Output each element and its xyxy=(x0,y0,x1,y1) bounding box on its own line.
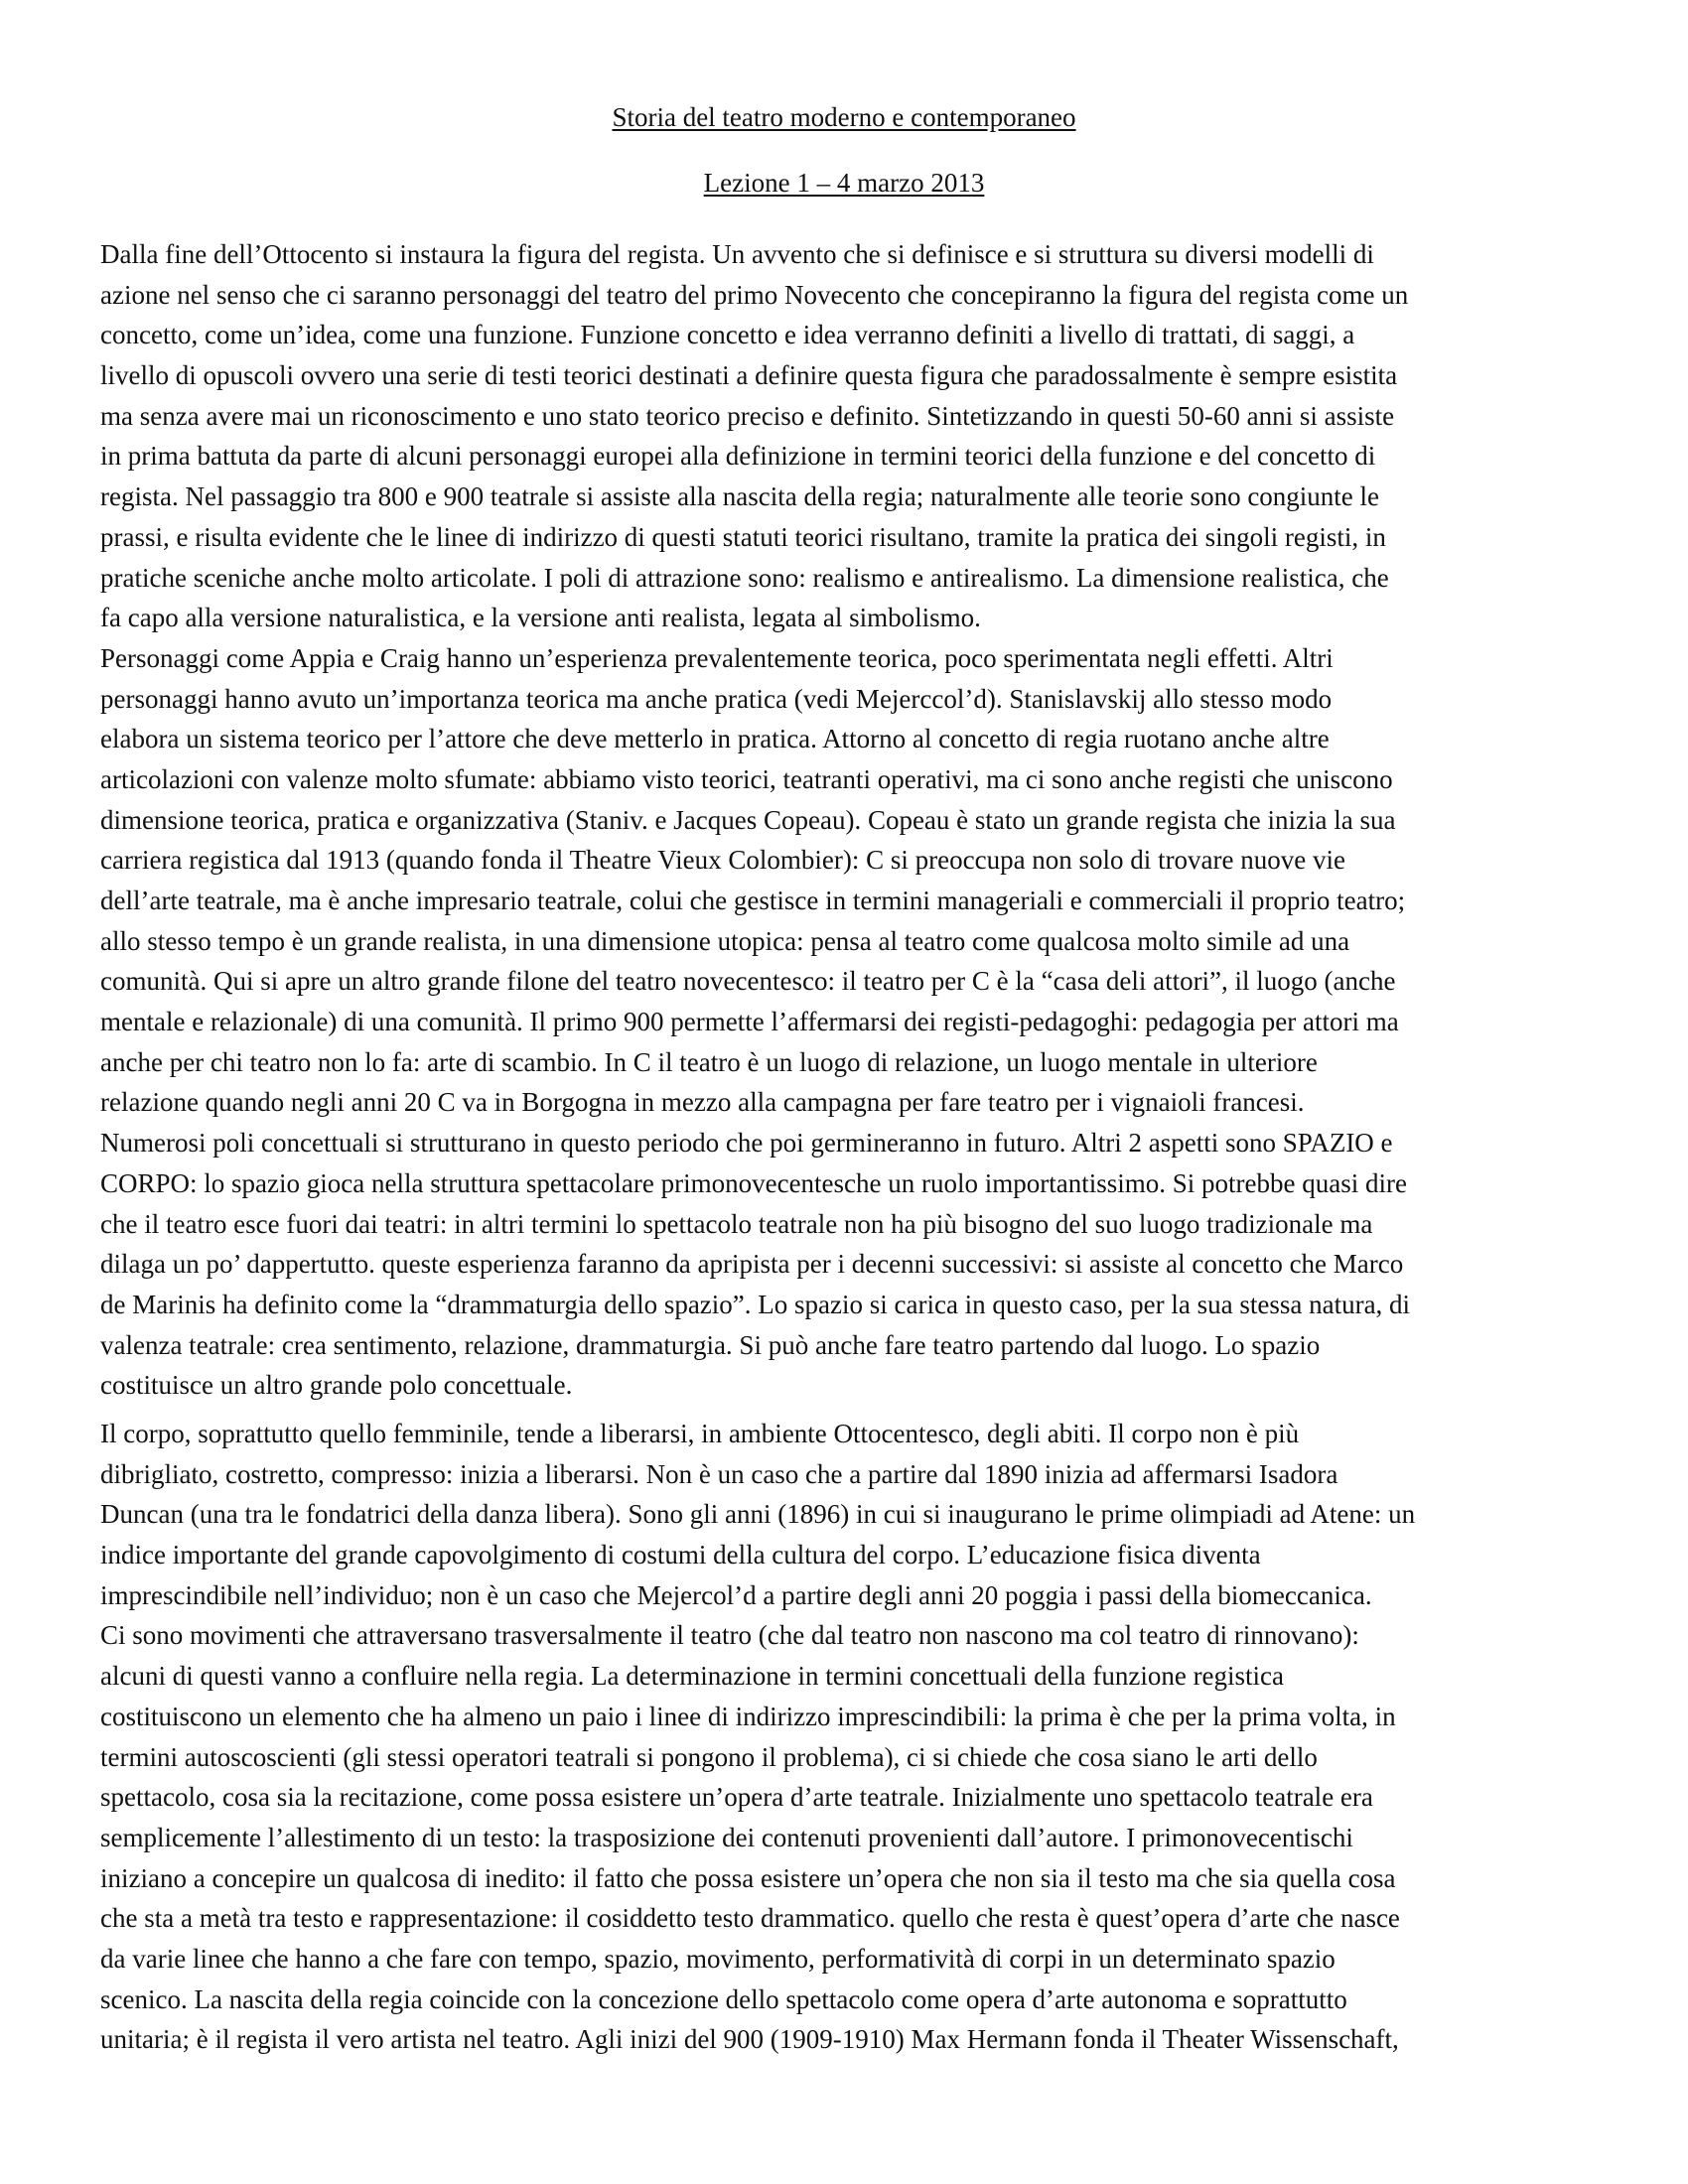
document-title: Storia del teatro moderno e contemporaneo xyxy=(612,102,1076,132)
text-line: costituiscono un elemento che ha almeno un paio i linee di indirizzo imprescindibili: la prima è che per la prima volta, in xyxy=(100,1701,1396,1731)
text-line: Dalla fine dell’Ottocento si instaura la figura del regista. Un avvento che si definisce e si struttura su diversi modelli di xyxy=(100,239,1374,269)
text-line: iniziano a concepire un qualcosa di inedito: il fatto che possa esistere un’opera che non sia il testo ma che sia quella cosa xyxy=(100,1862,1396,1893)
text-line: spettacolo, cosa sia la recitazione, come possa esistere un’opera d’arte teatrale. Inizialmente uno spettacolo teatrale era xyxy=(100,1782,1373,1813)
text-line: che il teatro esce fuori dai teatri: in altri termini lo spettacolo teatrale non ha più bisogno del suo luogo tradizionale ma xyxy=(100,1208,1373,1239)
text-line: scenico. La nascita della regia coincide con la concezione dello spettacolo come opera d’arte autonoma e soprattutto xyxy=(100,1983,1347,2014)
text-line: unitaria; è il regista il vero artista nel teatro. Agli inizi del 900 (1909-1910) Max Hermann fonda il Theater Wissenschaft, xyxy=(100,2024,1399,2055)
text-line: ma senza avere mai un riconoscimento e uno stato teorico preciso e definito. Sintetizzando in questi 50-60 anni si assiste xyxy=(100,400,1395,431)
text-line: regista. Nel passaggio tra 800 e 900 teatrale si assiste alla nascita della regia; naturalmente alle teorie sono congiunte le xyxy=(100,481,1380,512)
text-line: anche per chi teatro non lo fa: arte di scambio. In C il teatro è un luogo di relazione, un luogo mentale in ulteriore xyxy=(100,1046,1318,1077)
text-line: valenza teatrale: crea sentimento, relazione, drammaturgia. Si può anche fare teatro partendo dal luogo. Lo spazio xyxy=(100,1329,1321,1360)
text-line: comunità. Qui si apre un altro grande filone del teatro novecentesco: il teatro per C è la “casa deli attori”, il luogo (anche xyxy=(100,966,1396,997)
text-line: livello di opuscoli ovvero una serie di testi teorici destinati a definire questa figura che paradossalmente è sempre esistita xyxy=(100,360,1398,391)
text-line: de Marinis ha definito come la “drammaturgia dello spazio”. Lo spazio si carica in questo caso, per la sua stessa natura, di xyxy=(100,1289,1411,1319)
text-line: in prima battuta da parte di alcuni personaggi europei alla definizione in termini teorici della funzione e del concetto di xyxy=(100,441,1376,472)
text-line: concetto, come un’idea, come una funzione. Funzione concetto e idea verranno definiti a livello di trattati, di saggi, a xyxy=(100,320,1355,350)
text-line: imprescindibile nell’individuo; non è un caso che Mejercol’d a partire degli anni 20 poggia i passi della biomeccanica. xyxy=(100,1579,1372,1610)
text-line: Il corpo, soprattutto quello femminile, tende a liberarsi, in ambiente Ottocentesco, degli abiti. Il corpo non è più xyxy=(100,1419,1300,1448)
text-line: carriera registica dal 1913 (quando fonda il Theatre Vieux Colombier): C si preoccupa non solo di trovare nuove vie xyxy=(100,845,1345,876)
text-line: dell’arte teatrale, ma è anche impresario teatrale, colui che gestisce in termini manageriali e commerciali il proprio teatro; xyxy=(100,886,1406,915)
text-line: dilaga un po’ dappertutto. queste esperienza faranno da apripista per i decenni successivi: si assiste al concetto che Marco xyxy=(100,1249,1404,1280)
text-line: Duncan (una tra le fondatrici della danza libera). Sono gli anni (1896) in cui si inaugurano le prime olimpiadi ad Atene: un xyxy=(100,1499,1416,1530)
text-line: semplicemente l’allestimento di un testo: la trasposizione dei contenuti provenienti dall’autore. I primonovecentischi xyxy=(100,1822,1353,1852)
text-line: fa capo alla versione naturalistica, e la versione anti realista, legata al simbolismo. xyxy=(100,603,981,633)
text-line: Ci sono movimenti che attraversano trasversalmente il teatro (che dal teatro non nascono ma col teatro di rinnovano): xyxy=(100,1620,1359,1651)
text-line: elabora un sistema teorico per l’attore che deve metterlo in pratica. Attorno al concetto di regia ruotano anche altre xyxy=(100,724,1330,754)
text-line: Numerosi poli concettuali si strutturano in questo periodo che poi germineranno in futuro. Altri 2 aspetti sono SPAZIO e xyxy=(100,1128,1393,1159)
text-line: termini autoscoscienti (gli stessi operatori teatrali si pongono il problema), ci si chiede che cosa siano le arti dello xyxy=(100,1741,1318,1772)
text-line: che sta a metà tra testo e rappresentazione: il cosiddetto testo drammatico. quello che resta è quest’opera d’arte che nasce xyxy=(100,1903,1400,1934)
text-line: mentale e relazionale) di una comunità. Il primo 900 permette l’affermarsi dei registi-pedagoghi: pedagogia per attori ma xyxy=(100,1007,1399,1037)
text-line: CORPO: lo spazio gioca nella struttura spettacolare primonovecentesche un ruolo importantissimo. Si potrebbe quasi dire xyxy=(100,1167,1407,1198)
text-line: indice importante del grande capovolgimento di costumi della cultura del corpo. L’educazione fisica diventa xyxy=(100,1540,1261,1570)
text-line: da varie linee che hanno a che fare con tempo, spazio, movimento, performatività di corpi in un determinato spazio xyxy=(100,1943,1336,1974)
text-line: alcuni di questi vanno a confluire nella regia. La determinazione in termini concettuali della funzione registica xyxy=(100,1661,1285,1692)
text-line: azione nel senso che ci saranno personaggi del teatro del primo Novecento che concepiranno la figura del regista come un xyxy=(100,279,1409,310)
text-line: personaggi hanno avuto un’importanza teorica ma anche pratica (vedi Mejerccol’d). Stanislavskij allo stesso modo xyxy=(100,683,1333,714)
text-line: pratiche sceniche anche molto articolate. I poli di attrazione sono: realismo e antirealismo. La dimensione realistica, che xyxy=(100,562,1389,593)
paragraph-2 xyxy=(100,1414,1590,2060)
text-line: costituisce un altro grande polo concettuale. xyxy=(100,1370,573,1401)
text-line: prassi, e risulta evidente che le linee di indirizzo di questi statuti teorici risultano, tramite la pratica dei singoli registi, in xyxy=(100,521,1386,552)
paragraph-1 xyxy=(100,234,1590,1406)
document-subtitle: Lezione 1 – 4 marzo 2013 xyxy=(703,168,985,198)
text-line: dibrigliato, costretto, compresso: inizia a liberarsi. Non è un caso che a partire dal 1890 inizia ad affermarsi Isadora xyxy=(100,1458,1338,1489)
text-line: dimensione teorica, pratica e organizzativa (Staniv. e Jacques Copeau). Copeau è stato un grande regista che inizia la sua xyxy=(100,804,1396,835)
text-line: allo stesso tempo è un grande realista, in una dimensione utopica: pensa al teatro come qualcosa molto simile ad una xyxy=(100,925,1350,956)
text-line: relazione quando negli anni 20 C va in Borgogna in mezzo alla campagna per fare teatro per i vignaioli francesi. xyxy=(100,1087,1305,1118)
text-line: Personaggi come Appia e Craig hanno un’esperienza prevalentemente teorica, poco sperimentata negli effetti. Altri xyxy=(100,642,1334,673)
text-line: articolazioni con valenze molto sfumate: abbiamo visto teorici, teatranti operativi, ma ci sono anche registi che uniscono xyxy=(100,763,1393,794)
